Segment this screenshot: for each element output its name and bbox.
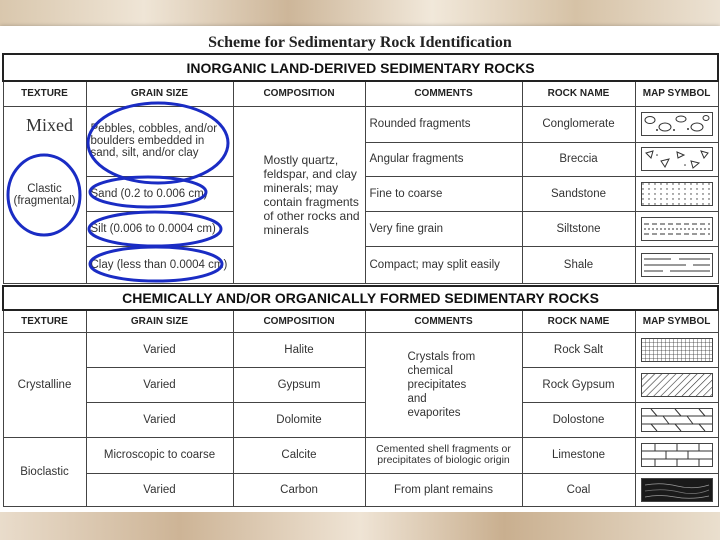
grain-size-microscopic: Microscopic to coarse <box>86 437 233 473</box>
table-row <box>3 437 718 473</box>
comment-rounded: Rounded fragments <box>365 106 522 142</box>
comment-fine-coarse: Fine to coarse <box>365 176 522 211</box>
rock-rock-salt: Rock Salt <box>522 332 635 367</box>
header-texture: TEXTURE <box>3 310 86 332</box>
coal-symbol <box>635 473 718 506</box>
composition-gypsum: Gypsum <box>233 367 365 402</box>
shale-symbol <box>635 246 718 283</box>
header-grain-size: GRAIN SIZE <box>86 81 233 106</box>
header-composition: COMPOSITION <box>233 310 365 332</box>
grain-size-varied: Varied <box>86 367 233 402</box>
rock-salt-symbol <box>635 332 718 367</box>
grain-size-silt: Silt (0.006 to 0.0004 cm) <box>86 211 233 246</box>
rock-gypsum-symbol <box>635 367 718 402</box>
texture-clastic: Clastic (fragmental) <box>3 106 86 283</box>
grain-size-varied: Varied <box>86 332 233 367</box>
table-row <box>3 367 718 402</box>
grain-size-pebbles: Pebbles, cobbles, and/or boulders embedded in sand, silt, and/or clay <box>86 106 233 176</box>
table-row <box>3 473 718 506</box>
comment-plant-remains: From plant remains <box>365 473 522 506</box>
rock-limestone: Limestone <box>522 437 635 473</box>
annotation-mixed: Mixed <box>26 115 73 135</box>
comment-very-fine: Very fine grain <box>365 211 522 246</box>
table-row <box>3 402 718 437</box>
rock-sandstone: Sandstone <box>522 176 635 211</box>
grain-size-varied: Varied <box>86 473 233 506</box>
comment-angular: Angular fragments <box>365 142 522 176</box>
limestone-symbol <box>635 437 718 473</box>
breccia-symbol <box>635 142 718 176</box>
header-grain-size: GRAIN SIZE <box>86 310 233 332</box>
composition-calcite: Calcite <box>233 437 365 473</box>
composition-dolomite: Dolomite <box>233 402 365 437</box>
grain-size-varied: Varied <box>86 402 233 437</box>
inorganic-table <box>2 53 719 284</box>
rock-coal: Coal <box>522 473 635 506</box>
header-map-symbol: MAP SYMBOL <box>635 310 718 332</box>
comment-cemented: Cemented shell fragments or precipitates of biologic origin <box>365 437 522 473</box>
texture-bioclastic: Bioclastic <box>3 437 86 506</box>
inorganic-section-title: INORGANIC LAND-DERIVED SEDIMENTARY ROCKS <box>3 54 718 81</box>
header-texture: TEXTURE <box>3 81 86 106</box>
table-row <box>3 332 718 367</box>
header-composition: COMPOSITION <box>233 81 365 106</box>
texture-crystalline: Crystalline <box>3 332 86 437</box>
comment-crystals: Crystals from chemical precipitates and evaporites <box>365 332 522 437</box>
comment-compact: Compact; may split easily <box>365 246 522 283</box>
rock-conglomerate: Conglomerate <box>522 106 635 142</box>
page-title: Scheme for Sedimentary Rock Identification <box>208 34 512 51</box>
composition-inorganic: Mostly quartz, feldspar, and clay minerals; may contain fragments of other rocks and minerals <box>233 106 365 283</box>
rock-siltstone: Siltstone <box>522 211 635 246</box>
table-row <box>3 106 718 142</box>
rock-breccia: Breccia <box>522 142 635 176</box>
rock-shale: Shale <box>522 246 635 283</box>
header-comments: COMMENTS <box>365 81 522 106</box>
header-map-symbol: MAP SYMBOL <box>635 81 718 106</box>
rock-rock-gypsum: Rock Gypsum <box>522 367 635 402</box>
composition-halite: Halite <box>233 332 365 367</box>
background-bottom <box>0 512 720 540</box>
grain-size-clay: Clay (less than 0.0004 cm) <box>86 246 233 283</box>
sandstone-symbol <box>635 176 718 211</box>
rock-dolostone: Dolostone <box>522 402 635 437</box>
siltstone-symbol <box>635 211 718 246</box>
rock-identification-sheet <box>0 26 720 512</box>
conglomerate-symbol <box>635 106 718 142</box>
chemical-section-title: CHEMICALLY AND/OR ORGANICALLY FORMED SEDIMENTARY ROCKS <box>3 286 718 310</box>
composition-carbon: Carbon <box>233 473 365 506</box>
header-comments: COMMENTS <box>365 310 522 332</box>
header-rock-name: ROCK NAME <box>522 310 635 332</box>
header-rock-name: ROCK NAME <box>522 81 635 106</box>
grain-size-sand: Sand (0.2 to 0.006 cm) <box>86 176 233 211</box>
dolostone-symbol <box>635 402 718 437</box>
background-top <box>0 0 720 26</box>
chemical-table <box>2 285 719 507</box>
